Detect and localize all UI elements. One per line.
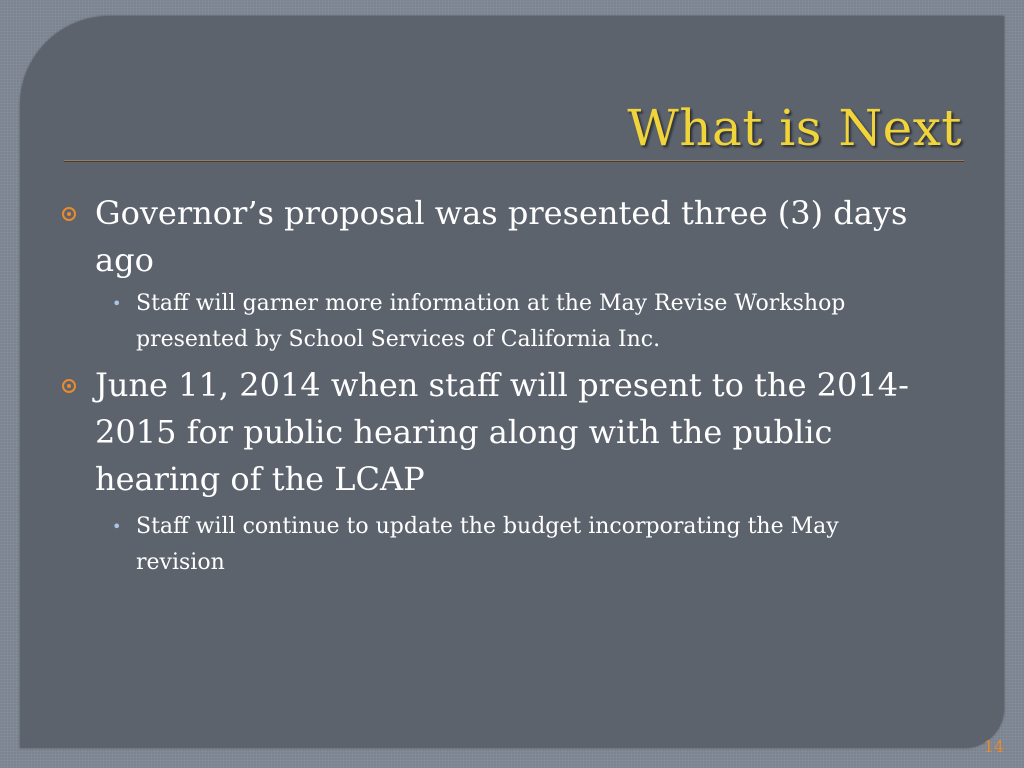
slide-content bbox=[0, 190, 1024, 581]
sub-bullet-item bbox=[0, 286, 1024, 358]
circle-bullet-icon bbox=[62, 207, 76, 221]
bullet-item bbox=[0, 190, 1024, 284]
bullet-text: June 11, 2014 when staff will present to the 2014-2015 for public hearing along with the public hearing of the LCAP bbox=[95, 366, 909, 498]
sub-bullet-text: Staff will continue to update the budget incorporating the May revision bbox=[136, 514, 839, 575]
title-divider bbox=[64, 160, 964, 162]
circle-bullet-icon bbox=[62, 379, 76, 393]
page-number: 14 bbox=[983, 737, 1004, 756]
bullet-item bbox=[0, 362, 1024, 503]
slide-title: What is Next bbox=[627, 99, 962, 157]
bullet-text: Governor’s proposal was presented three (3) days ago bbox=[95, 194, 908, 279]
dot-bullet-icon: • bbox=[112, 517, 122, 536]
sub-bullet-item bbox=[0, 509, 1024, 581]
dot-bullet-icon: • bbox=[112, 294, 122, 313]
sub-bullet-text: Staff will garner more information at the May Revise Workshop presented by School Services of California Inc. bbox=[136, 291, 846, 352]
